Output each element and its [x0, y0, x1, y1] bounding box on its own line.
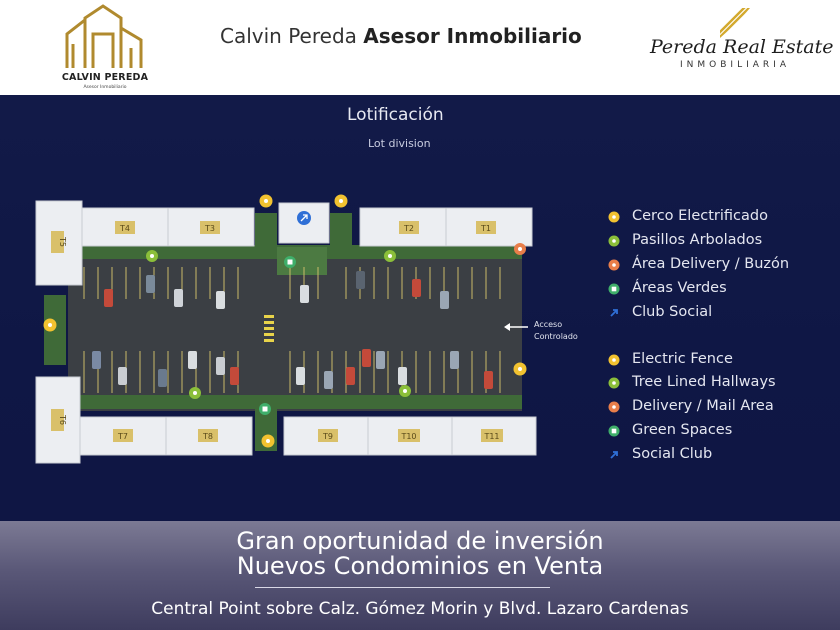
tree-hallway-pin-icon — [146, 250, 158, 262]
delivery-pin-icon — [608, 401, 620, 413]
delivery-pin-icon — [608, 259, 620, 271]
header-title-name: Calvin Pereda — [220, 24, 357, 48]
footer-location: Central Point sobre Calz. Gómez Morin y Blvd. Lazaro Cardenas — [151, 599, 689, 619]
label-t3: T3 — [205, 224, 215, 233]
lot-plan-section — [0, 95, 840, 521]
tree-hallway-pin-icon — [399, 385, 411, 397]
green-space-pin-icon — [608, 425, 620, 437]
electric-fence-pin-icon — [514, 363, 527, 376]
legend-label: Club Social — [632, 304, 713, 320]
right-logo-brand: Pereda Real Estate — [650, 36, 834, 58]
legend-label: Cerco Electrificado — [632, 208, 768, 224]
green-space-pin-icon — [259, 403, 271, 415]
access-label-line1: Acceso — [534, 320, 563, 329]
hedge-bottom — [68, 395, 522, 409]
electric-fence-pin-icon — [608, 354, 620, 366]
footer-subheadline: Nuevos Condominios en Venta — [236, 552, 604, 580]
legend-label: Áreas Verdes — [632, 280, 727, 296]
legend-label: Green Spaces — [632, 422, 733, 438]
delivery-pin-icon — [514, 243, 526, 255]
legend-label: Tree Lined Hallways — [632, 374, 776, 390]
striped-diamond-icon — [650, 6, 820, 40]
label-t7: T7 — [118, 432, 128, 441]
tree-hallway-pin-icon — [384, 250, 396, 262]
plan-title: Lotificación — [347, 105, 444, 125]
label-t11: T11 — [484, 432, 500, 441]
site-plan — [0, 95, 840, 521]
footer — [0, 521, 840, 630]
label-t9: T9 — [323, 432, 333, 441]
label-t5: T5 — [58, 237, 67, 247]
pereda-real-estate-logo — [650, 6, 834, 86]
tree-hallway-pin-icon — [608, 235, 620, 247]
electric-fence-pin-icon — [260, 195, 273, 208]
footer-divider — [255, 587, 550, 588]
electric-fence-pin-icon — [608, 211, 620, 223]
right-green-top — [330, 213, 352, 253]
legend-label: Área Delivery / Buzón — [632, 256, 790, 272]
electric-fence-pin-icon — [262, 435, 275, 448]
access-label-line2: Controlado — [534, 332, 578, 341]
legend-label: Delivery / Mail Area — [632, 398, 774, 414]
label-t4: T4 — [120, 224, 130, 233]
left-logo-subtitle: Asesor Inmobiliario — [83, 85, 127, 90]
social-club-icon — [608, 307, 620, 319]
social-club-icon — [608, 449, 620, 461]
label-t8: T8 — [203, 432, 213, 441]
plan-subtitle: Lot division — [368, 137, 431, 150]
header-title-role: Asesor Inmobiliario — [363, 24, 582, 48]
label-t2: T2 — [404, 224, 414, 233]
header-title — [220, 24, 582, 48]
green-space-pin-icon — [284, 256, 296, 268]
label-t10: T10 — [401, 432, 417, 441]
left-logo-name: CALVIN PEREDA — [61, 72, 149, 83]
right-logo-subtitle: INMOBILIARIA — [680, 60, 790, 70]
center-green-top — [255, 213, 277, 253]
legend-label: Electric Fence — [632, 351, 733, 367]
electric-fence-pin-icon — [335, 195, 348, 208]
building-logo-icon — [55, 4, 155, 70]
tree-hallway-pin-icon — [189, 387, 201, 399]
label-t6: T6 — [58, 415, 67, 425]
tree-hallway-pin-icon — [608, 377, 620, 389]
green-space-pin-icon — [608, 283, 620, 295]
footer-headline: Gran oportunidad de inversión — [236, 527, 604, 555]
legend-label: Pasillos Arbolados — [632, 232, 763, 248]
header — [0, 0, 840, 95]
electric-fence-pin-icon — [44, 319, 57, 332]
calvin-pereda-logo — [55, 4, 155, 92]
legend-label: Social Club — [632, 446, 713, 462]
label-t1: T1 — [481, 224, 491, 233]
